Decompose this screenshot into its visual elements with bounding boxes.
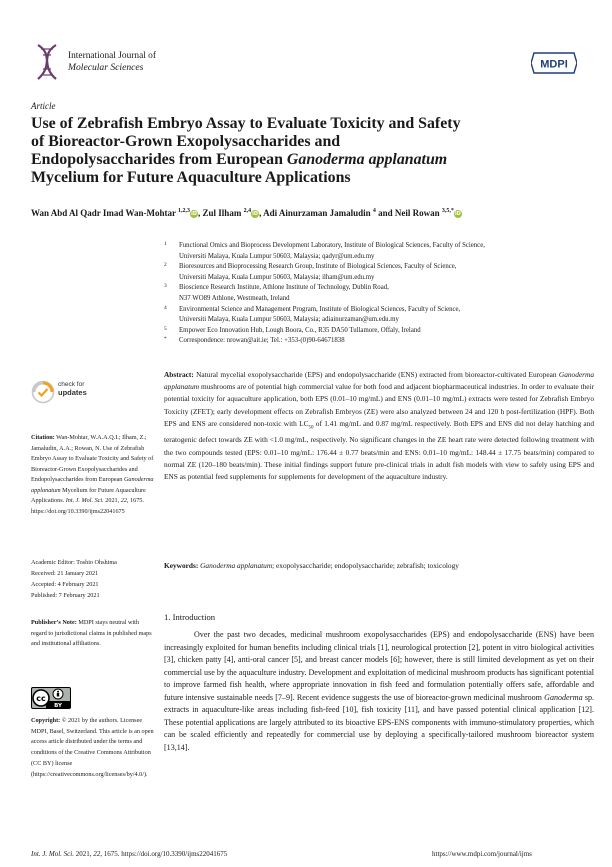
title-line-3-text: Endopolysaccharides from European bbox=[31, 151, 287, 168]
correspondence-marker: * bbox=[164, 336, 167, 343]
abstract-text: mushrooms are of potential high commercial value for both food and adjacent biopharmaceutical industries. In order to evaluate their potential toxicity for aquaculture application, both EPS (0.01–10 mg/mL) and ENS (0.01–10 mg/mL) extracts were tested for Zebrafish Embryo Toxicity (ZFET); early development effects on Zebrafish Embryos (ZE) were also analyzed between 24 and 120 h post-fertilization (HPF). Both EPS and ENS are considered non-toxic with LC bbox=[164, 382, 594, 428]
abstract-text: Natural mycelial exopolysaccharide (EPS) and endopolysaccharide (ENS) extracted from bioreactor-cultivated European bbox=[193, 370, 559, 379]
journal-name-line1: International Journal of bbox=[68, 51, 156, 61]
footer-volume: 22 bbox=[93, 850, 101, 858]
publisher-note-label: Publisher’s Note: bbox=[31, 619, 77, 626]
citation-species: Ganoderma applanatum bbox=[31, 476, 154, 494]
footer-journal: Int. J. Mol. Sci. bbox=[31, 850, 74, 858]
check-for-updates-icon[interactable] bbox=[31, 380, 55, 404]
author-list bbox=[31, 208, 462, 218]
editorial-dates bbox=[31, 557, 161, 601]
keyword-species: Ganoderma applanatum bbox=[200, 561, 273, 570]
affiliation-line: Universiti Malaya, Kuala Lumpur 50603, Malaysia; adiainurzaman@um.edu.my bbox=[179, 316, 399, 324]
journal-name bbox=[68, 51, 156, 73]
footer-citation bbox=[31, 850, 227, 858]
abstract-species: Ganoderma applanatum bbox=[164, 370, 594, 392]
keywords-text: ; exopolysaccharide; endopolysaccharide; zebrafish; toxicology bbox=[272, 561, 459, 570]
title-line-3 bbox=[31, 151, 586, 169]
author-separator: and bbox=[375, 208, 395, 218]
academic-editor: Academic Editor: Toshio Ohshima bbox=[31, 559, 117, 566]
citation-doi[interactable]: , 1675. https://doi.org/10.3390/ijms22041675 bbox=[31, 497, 144, 515]
affiliation-line: Bioresources and Bioprocessing Research Group, Institute of Biological Sciences, Faculty of Science, bbox=[179, 263, 457, 271]
affiliation-number: 2 bbox=[164, 262, 167, 269]
orcid-icon[interactable]: iD bbox=[454, 211, 461, 217]
affiliation-line: Functional Omics and Bioprocess Development Laboratory, Institute of Biological Sciences, Faculty of Science, bbox=[179, 242, 485, 249]
mdpi-logo-text: MDPI bbox=[540, 58, 568, 71]
abstract-text: of 1.41 mg/mL and 0.87 mg/mL respectively. Both EPS and ENS did not delay hatching and teratogenic defect towards ZE with <1.0 mg/mL, respectively. No significant changes in the ZE heart rate were detected following treatment with the two compounds tested (EPS: 0.01–10 mg/mL: 176.44 ± 0.77 beats/min and ENS: 0.01–10 mg/mL: 148.44 ± 17.75 beats/min) compared to normal ZE (120–180 beats/min). These initial findings support future pre-clinical trials in adult fish models with view to safely using EPS and ENS as potential feed supplements for supplements for development of the aquaculture industry. bbox=[164, 418, 595, 482]
affiliation-item bbox=[164, 326, 594, 337]
title-line-4: Mycelium for Future Aquaculture Applications bbox=[31, 169, 351, 186]
citation-text: Wan-Mohtar, W.A.A.Q.I.; Ilham, Z.; Jamaludin, A.A.; Rowan, N. Use of Zebrafish Embryo Assay to Evaluate Toxicity and Safety of Bioreactor-Grown Exopolysaccharides and Endopolysaccharides from European bbox=[31, 434, 154, 483]
publisher-note-text: MDPI stays neutral with regard to jurisdictional claims in published maps and institutional affiliations. bbox=[31, 619, 152, 648]
intro-text: Over the past two decades, medicinal mushroom exopolysaccharides (EPS) and endopolysaccharide (ENS) have been increasingly exploited for human benefits including clinical trials [1], neurological protection [2], potent in vitro biological activities [3], chicken patty [4], anti-oral cancer [5], and breast cancer models [6]; however, there is still limited development as yet on their commercial use by the aquaculture industry. Development and exploitation of medicinal mushroom products has significant potential to improve farmed fish health, where appropriate innovation in fish feed and formulation potentially offers safe, affordable and future intensive sustainable needs [7–9]. Recent evidence suggests the use of bioreactor-grown medicinal mushroom bbox=[164, 630, 594, 702]
received-date: Received: 21 January 2021 bbox=[31, 570, 99, 577]
citation-volume: 22 bbox=[120, 497, 127, 504]
affiliations bbox=[164, 241, 594, 347]
orcid-icon[interactable]: iD bbox=[191, 211, 197, 217]
article-type: Article bbox=[31, 101, 56, 111]
title-line-1: Use of Zebrafish Embryo Assay to Evaluate Toxicity and Safety bbox=[31, 115, 461, 132]
by-logo-text: BY bbox=[54, 703, 62, 709]
affiliation-line: Universiti Malaya, Kuala Lumpur 50603, Malaysia; qadyr@um.edu.my bbox=[179, 252, 375, 260]
check-for-updates-label[interactable] bbox=[58, 381, 87, 396]
footer-journal-url[interactable]: https://www.mdpi.com/journal/ijms bbox=[432, 850, 532, 858]
affiliation-line: Empower Eco Innovation Hub, Lough Boora, Co., R35 DA50 Tullamore, Offaly, Ireland bbox=[179, 326, 421, 334]
citation-year: 2021, bbox=[103, 497, 121, 504]
title-species: Ganoderma applanatum bbox=[286, 151, 448, 168]
author-affil-sup: 4 bbox=[372, 208, 376, 214]
correspondence-item bbox=[164, 336, 594, 347]
affiliation-line: Universiti Malaya, Kuala Lumpur 50603, Malaysia; ilham@um.edu.my bbox=[179, 273, 375, 281]
affiliation-line: N37 WO89 Athlone, Westmeath, Ireland bbox=[179, 294, 290, 302]
author-separator: , bbox=[198, 208, 203, 218]
journal-dna-logo bbox=[32, 43, 62, 81]
publisher-note bbox=[31, 618, 156, 650]
published-date: Published: 7 February 2021 bbox=[31, 592, 100, 599]
citation-label: Citation: bbox=[31, 434, 55, 441]
author-name: Wan Abd Al Qadr Imad Wan-Mohtar bbox=[31, 208, 176, 218]
affiliation-item bbox=[164, 305, 594, 326]
abstract-label: Abstract: bbox=[164, 370, 194, 379]
keywords-label: Keywords: bbox=[164, 561, 199, 570]
accepted-date: Accepted: 4 February 2021 bbox=[31, 581, 99, 588]
cc-by-license-icon[interactable] bbox=[31, 687, 71, 709]
author-name: Zul Ilham bbox=[202, 208, 242, 218]
author-affil-sup: 2,4 bbox=[243, 208, 252, 214]
footer-year: 2021, bbox=[73, 850, 94, 858]
section-heading: 1. Introduction bbox=[164, 612, 216, 622]
affiliation-number: 5 bbox=[164, 325, 167, 332]
affiliation-number: 4 bbox=[164, 304, 167, 311]
mdpi-logo bbox=[531, 52, 577, 74]
affiliation-number: 1 bbox=[164, 241, 167, 247]
abstract-subscript: 50 bbox=[308, 425, 314, 431]
affiliation-number: 3 bbox=[164, 283, 167, 290]
author-affil-sup: 3,5,* bbox=[441, 208, 454, 214]
author-separator: , bbox=[259, 208, 264, 218]
affiliation-line: Environmental Science and Management Program, Institute of Biological Sciences, Faculty of Science, bbox=[179, 305, 461, 313]
citation-block bbox=[31, 433, 161, 517]
title-line-2: of Bioreactor-Grown Exopolysaccharides and bbox=[31, 133, 341, 150]
cc-logo-text: cc bbox=[36, 694, 46, 703]
copyright-text: © 2021 by the authors. Licensee MDPI, Basel, Switzerland. This article is an open access article distributed under the terms and conditions of the Creative Commons Attribution (CC BY) license (https://creativecommons.org/licenses/by/4.0/). bbox=[31, 717, 154, 778]
intro-genus: Ganoderma bbox=[544, 692, 583, 702]
abstract bbox=[164, 369, 594, 483]
affiliation-line: Bioscience Research Institute, Athlone Institute of Technology, Dublin Road, bbox=[179, 284, 389, 292]
introduction-paragraph bbox=[164, 629, 594, 754]
author-name: Adi Ainurzaman Jamaludin bbox=[263, 208, 371, 218]
copyright-notice bbox=[31, 716, 159, 780]
affiliation-item bbox=[164, 283, 594, 304]
affiliation-item bbox=[164, 262, 594, 283]
intro-text: sp. extracts in aquaculture-like areas including fish-feed [10], fish toxicity [11], and have passed potential clinical application [12]. These potential applications are largely attributed to its bioactive EPS-ENS components with immuno-stimulatory properties, which can be scaled efficiently and repeatedly for commercial use by deploying a specifically-tailored mushroom bioreactor system [13,14]. bbox=[164, 692, 594, 752]
footer-doi[interactable]: , 1675. https://doi.org/10.3390/ijms22041675 bbox=[100, 850, 228, 858]
correspondence-line: Correspondence: nrowan@ait.ie; Tel.: +353-(0)90-64671838 bbox=[179, 337, 345, 345]
check-updates-line2: updates bbox=[58, 387, 87, 397]
keywords bbox=[164, 560, 594, 572]
affiliation-item bbox=[164, 241, 594, 262]
citation-text2: Mycelium for Future Aquaculture Applications. bbox=[31, 486, 146, 504]
orcid-icon[interactable]: iD bbox=[252, 211, 258, 217]
copyright-label: Copyright: bbox=[31, 717, 61, 724]
author-affil-sup: 1,2,3 bbox=[178, 208, 191, 214]
citation-journal: Int. J. Mol. Sci. bbox=[65, 497, 104, 504]
check-updates-line1: check for bbox=[58, 381, 85, 388]
article-title bbox=[31, 115, 586, 187]
author-name: Neil Rowan bbox=[394, 208, 440, 218]
journal-name-line2: Molecular Sciences bbox=[68, 62, 144, 73]
